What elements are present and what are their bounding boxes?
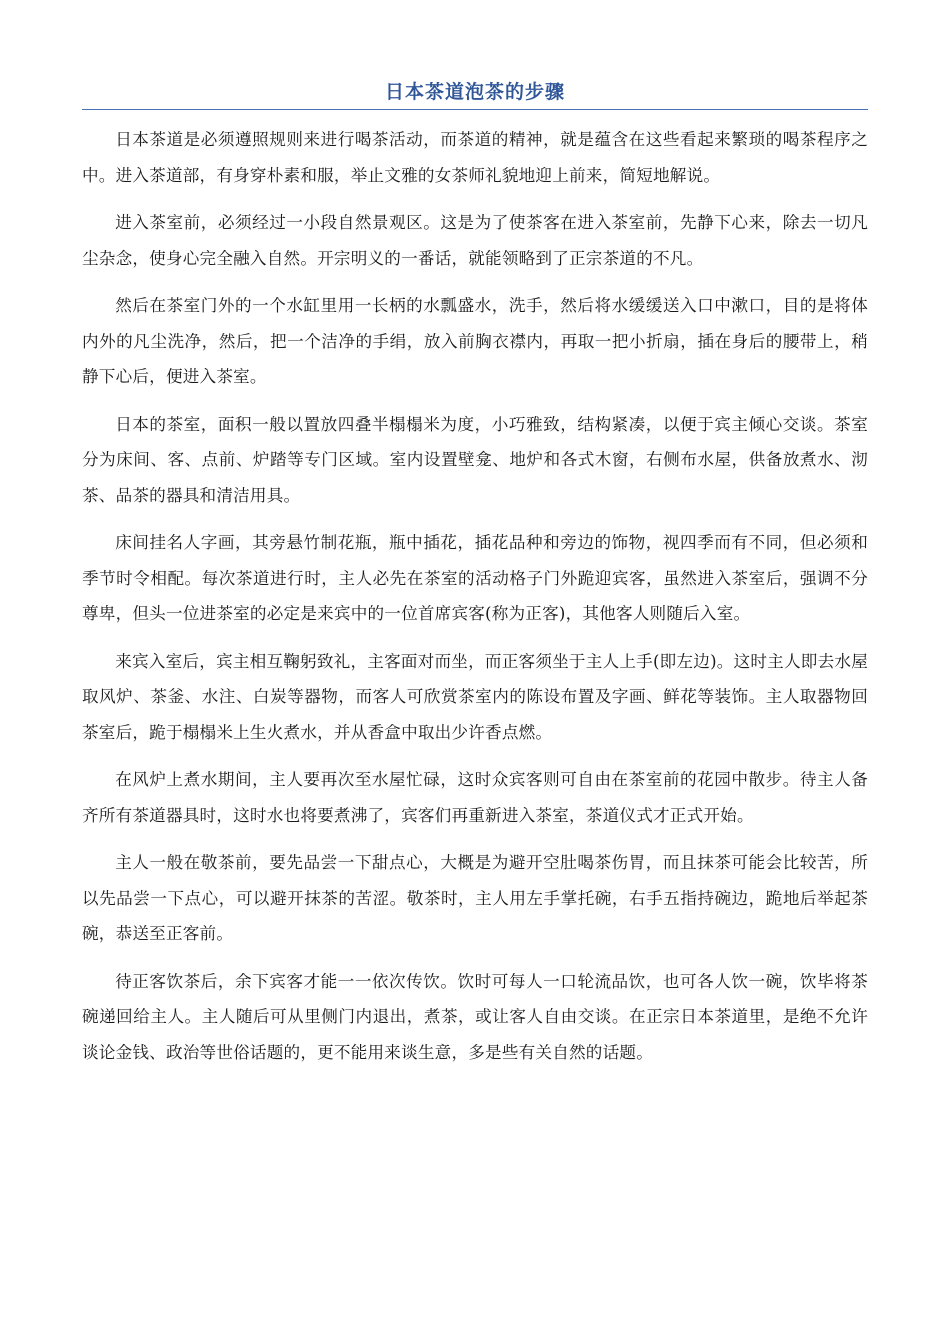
paragraph: 进入茶室前，必须经过一小段自然景观区。这是为了使茶客在进入茶室前，先静下心来，除去一切凡尘杂念，使身心完全融入自然。开宗明义的一番话，就能领略到了正宗茶道的不凡。 <box>82 213 868 268</box>
paragraph: 日本的茶室，面积一般以置放四叠半榻榻米为度，小巧雅致，结构紧凑，以便于宾主倾心交谈。茶室分为床间、客、点前、炉踏等专门区域。室内设置壁龛、地炉和各式木窗，右侧布水屋，供备放煮水、沏茶、品茶的器具和清洁用具。 <box>82 414 868 505</box>
document-page <box>82 78 868 1082</box>
paragraph: 主人一般在敬茶前，要先品尝一下甜点心，大概是为避开空肚喝茶伤胃，而且抹茶可能会比较苦，所以先品尝一下点心，可以避开抹茶的苦涩。敬茶时，主人用左手掌托碗，右手五指持碗边，跪地后举起茶碗，恭送至正客前。 <box>82 853 868 943</box>
paragraph: 床间挂名人字画，其旁悬竹制花瓶，瓶中插花，插花品种和旁边的饰物，视四季而有不同，但必须和季节时令相配。每次茶道进行时，主人必先在茶室的活动格子门外跪迎宾客，虽然进入茶室后，强调不分尊卑，但头一位进茶室的必定是来宾中的一位首席宾客(称为正客)，其他客人则随后入室。 <box>82 533 868 623</box>
paragraph: 日本茶道是必须遵照规则来进行喝茶活动，而茶道的精神，就是蕴含在这些看起来繁琐的喝茶程序之中。进入茶道部，有身穿朴素和服，举止文雅的女茶师礼貌地迎上前来，简短地解说。 <box>82 130 868 185</box>
paragraph: 然后在茶室门外的一个水缸里用一长柄的水瓢盛水，洗手，然后将水缓缓送入口中漱口，目的是将体内外的凡尘洗净，然后，把一个洁净的手绢，放入前胸衣襟内，再取一把小折扇，插在身后的腰带上，稍静下心后，便进入茶室。 <box>82 296 868 386</box>
paragraph: 来宾入室后，宾主相互鞠躬致礼，主客面对而坐，而正客须坐于主人上手(即左边)。这时主人即去水屋取风炉、茶釜、水注、白炭等器物，而客人可欣赏茶室内的陈设布置及字画、鲜花等装饰。主人取器物回茶室后，跪于榻榻米上生火煮水，并从香盒中取出少许香点燃。 <box>82 651 868 742</box>
paragraph: 待正客饮茶后，余下宾客才能一一依次传饮。饮时可每人一口轮流品饮，也可各人饮一碗，饮毕将茶碗递回给主人。主人随后可从里侧门内退出，煮茶，或让客人自由交谈。在正宗日本茶道里，是绝不允许谈论金钱、政治等世俗话题的，更不能用来谈生意，多是些有关自然的话题。 <box>82 971 868 1062</box>
document-title: 日本茶道泡茶的步骤 <box>82 78 868 110</box>
paragraph: 在风炉上煮水期间，主人要再次至水屋忙碌，这时众宾客则可自由在茶室前的花园中散步。待主人备齐所有茶道器具时，这时水也将要煮沸了，宾客们再重新进入茶室，茶道仪式才正式开始。 <box>82 770 868 825</box>
